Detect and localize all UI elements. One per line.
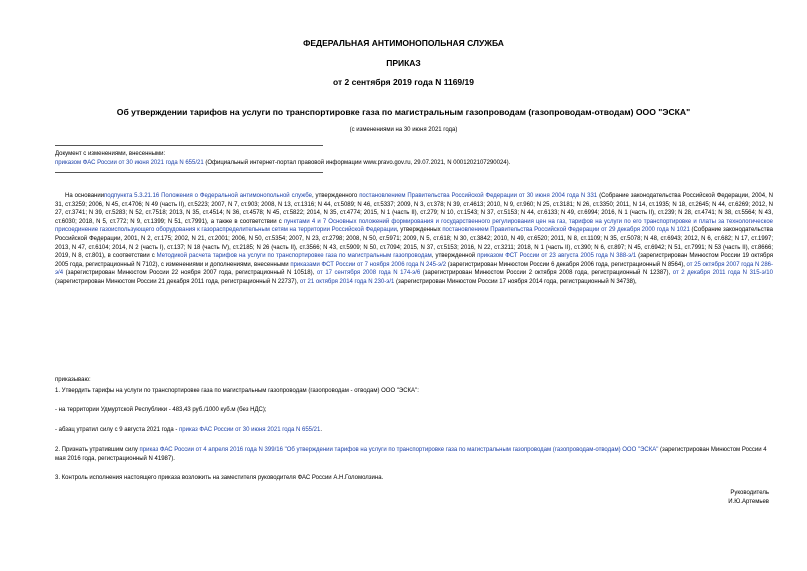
basis-text: (зарегистрирован Минюстом России 19 октября 2005 года, регистрационный N 7102), с изменениями и дополнениями, внесенными	[55, 253, 773, 268]
basis-link[interactable]: постановлением Правительства Российской Федерации от 30 июня 2004 года N 331	[359, 193, 598, 199]
basis-link[interactable]: пунктами 4 и 7 Основных положений формирования и государственного регулирования цен на газ, тарифов на услуги по его транспортировке и платы за технологическое присоединение газоиспользующего оборудования к газораспределительным сетям на территории Российской Федерации	[55, 218, 774, 234]
basis-link[interactable]: от 17 сентября 2008 года N 174-э/6	[316, 270, 421, 277]
basis-link[interactable]: постановлением Правительства Российской Федерации от 29 декабря 2000 года N 1021	[442, 227, 690, 234]
signer-position: Руководитель	[730, 490, 769, 496]
order-item-1b	[55, 426, 773, 435]
basis-paragraph	[55, 192, 773, 287]
basis-link[interactable]: от 21 октября 2014 года N 230-э/1	[299, 278, 395, 285]
agency-name: ФЕДЕРАЛЬНАЯ АНТИМОНОПОЛЬНАЯ СЛУЖБА	[303, 38, 504, 48]
basis-text: (зарегистрирован Минюстом России 22 ноября 2007 года, регистрационный N 10518),	[63, 270, 317, 277]
order-text: (зарегистрирован Минюстом России 4 мая 2016 года, регистрационный N 41987).	[55, 447, 767, 462]
order-link[interactable]: приказ ФАС России от 30 июня 2021 года N 655/21	[179, 427, 321, 433]
changes-rest: (Официальный интернет-портал правовой информации www.pravo.gov.ru, 29.07.2021, N 0001202107290024).	[203, 160, 511, 166]
divider-top	[55, 145, 323, 146]
changes-block	[55, 150, 775, 168]
doc-date-number: от 2 сентября 2019 года N 1169/19	[333, 77, 474, 87]
order-text: 2. Признать утратившим силу	[55, 447, 140, 453]
order-text: .	[320, 427, 323, 433]
basis-text: На основании	[65, 193, 105, 199]
basis-text: (зарегистрирован Минюстом России 6 декабря 2006 года, регистрационный N 8564),	[446, 261, 687, 268]
basis-link[interactable]: от 25 октября 2007 года N 286-э/4	[55, 261, 774, 277]
signer-name: И.Ю.Артемьев	[728, 499, 769, 505]
changes-line	[55, 159, 775, 168]
order-text: - абзац утратил силу с 9 августа 2021 года -	[55, 427, 180, 433]
basis-text: , утвержденного	[311, 193, 360, 199]
basis-text: , утвержденной	[431, 253, 478, 260]
prikazyvayu: приказываю:	[55, 377, 91, 383]
basis-text: (Собрание законодательства Российской Федерации, 2001, N 2, ст.175; 2002, N 21, ст.2001; 2006, N 50, ст.5354; 2007, N 23, ст.2798; 2008, N 50, ст.5971; 2009, N 5, ст.618; N 30, ст.3842; 2010, N 49, ст.6520; 2011, N 8, ст.1109; N 35, ст.5078; N 48, ст.6943; 2012, N 6, ст.682; N 17, ст.1997; 2013, N 47, ст.6104; 2014, N 2 (часть I), ст.137; N 18 (часть IV), ст.2185; N 26 (часть II), ст.3566; N 43, ст.5909; N 50, ст.7094; 2015, N 37, ст.5153; 2016, N 22, ст.3211; 2018, N 1 (часть II), ст.390; N 6, ст.897; N 45, ст.6942; N 51, ст.7991; N 53 (часть II), ст.8666; 2019, N 8, ст.801), в соответствии с	[55, 227, 774, 260]
basis-link[interactable]: приказом ФСТ России от 23 августа 2005 года N 388-э/1	[477, 253, 637, 260]
order-item-2	[55, 446, 773, 463]
basis-link[interactable]: приказами ФСТ России от 7 ноября 2006 года N 245-э/2	[290, 261, 447, 268]
basis-text: (зарегистрирован Минюстом России 2 октября 2008 года, регистрационный N 12387),	[420, 270, 673, 277]
basis-text: (зарегистрирован Минюстом России 21 декабря 2011 года, регистрационный N 22737),	[55, 278, 300, 285]
order-item-3: 3. Контроль исполнения настоящего приказа возложить на заместителя руководителя ФАС России А.Н.Голомолзина.	[55, 475, 384, 481]
basis-text: (зарегистрирован Минюстом России 17 ноября 2014 года, регистрационный N 34738),	[394, 278, 637, 285]
basis-text: (Собрание законодательства Российской Федерации, 2004, N 31, ст.3259; 2006, N 45, ст.4706; N 49 (часть II), ст.5223; 2007, N 7, ст.903; 2008, N 13, ст.1316; N 44, ст.5089; N 46, ст.5337; 2009, N 3, ст.378; N 39, ст.4613; 2010, N 9, ст.960; N 25, ст.3181; N 26, ст.3350; 2011, N 14, ст.1935; N 18, ст.2645; N 44, ст.6269; 2012, N 27, ст.3741; N 39, ст.5283; N 52, ст.7518; 2013, N 35, ст.4514; N 36, ст.4578; N 45, ст.5822; 2014, N 35, ст.4774; 2015, N 1 (часть II), ст.279; N 10, ст.1543; N 37, ст.5153; N 44, ст.6133; N 49, ст.6994; 2016, N 1 (часть II), ст.239; N 28, ст.4741; N 38, ст.5564; N 43, ст.6030; 2018, N 5, ст.772; N 9, ст.1399; N 51, ст.7991), а также в соответствии с	[55, 193, 773, 225]
basis-link[interactable]: подпункта 5.3.21.16 Положения о Федеральной антимонопольной службе	[104, 193, 312, 199]
divider-bottom	[55, 172, 323, 173]
signature-block	[728, 489, 769, 507]
doc-type: ПРИКАЗ	[386, 58, 421, 68]
order-item-1: 1. Утвердить тарифы на услуги по транспортировке газа по магистральным газопроводам (газопроводам - отводам) ООО "ЭСКА":	[55, 388, 419, 394]
basis-link[interactable]: от 2 декабря 2011 года N 315-э/10	[672, 270, 773, 277]
basis-link[interactable]: Методикой расчета тарифов на услуги по транспортировке газа по магистральным газопроводам	[156, 253, 432, 260]
changes-intro: Документ с изменениями, внесенными:	[55, 151, 166, 157]
changes-link[interactable]: приказом ФАС России от 30 июня 2021 года N 655/21	[55, 160, 204, 166]
amend-note: (с изменениями на 30 июня 2021 года)	[349, 127, 458, 133]
basis-text: , утвержденных	[396, 227, 443, 234]
doc-title: Об утверждении тарифов на услуги по транспортировке газа по магистральным газопроводам (газопроводам-отводам) ООО "ЭСКА"	[116, 107, 691, 117]
order-link[interactable]: приказ ФАС России от 4 апреля 2016 года N 399/16 "Об утверждении тарифов на услуги по транспортировке газа по магистральным газопроводам (газопроводам-отводам) ООО "ЭСКА"	[139, 447, 659, 453]
order-item-1a: - на территории Удмуртской Республики - 483,43 руб./1000 куб.м (без НДС);	[55, 407, 267, 413]
